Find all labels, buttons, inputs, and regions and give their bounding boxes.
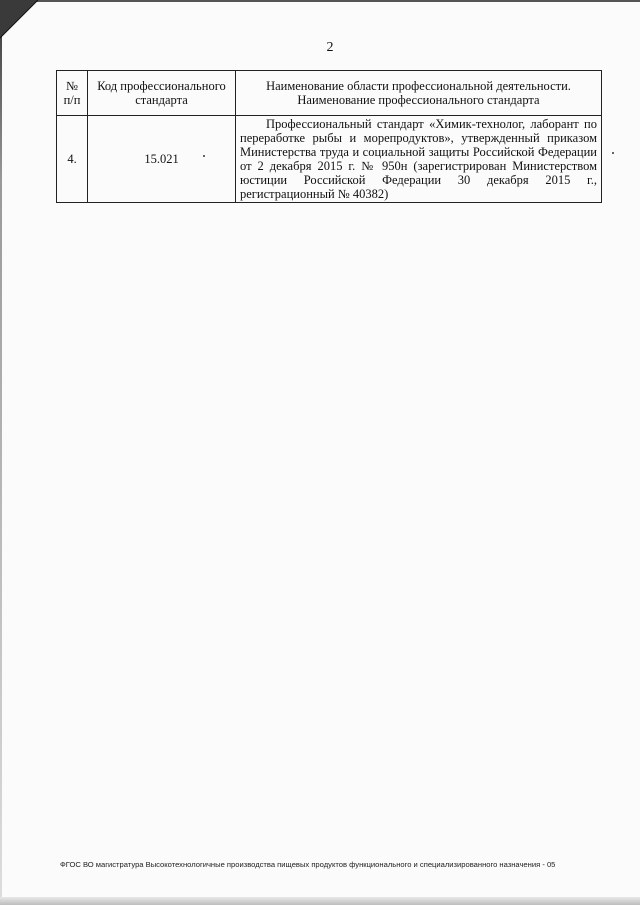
corner-fold-shape xyxy=(0,0,40,40)
header-num: № п/п xyxy=(57,71,88,116)
row-code: 15.021 xyxy=(88,116,236,203)
page-left-edge xyxy=(0,0,2,905)
page-top-edge xyxy=(0,0,640,2)
table-header-row xyxy=(57,71,602,116)
scan-speck xyxy=(203,155,205,157)
header-name: Наименование области профессиональной деятельности. Наименование профессионального стандарта xyxy=(236,71,602,116)
page-number: 2 xyxy=(326,40,334,55)
header-code: Код профессионального стандарта xyxy=(88,71,236,116)
scan-speck xyxy=(612,152,614,154)
standards-table xyxy=(56,70,602,203)
table-row xyxy=(57,116,602,203)
footer-text: ФГОС ВО магистратура Высокотехнологичные производства пищевых продуктов функционального и специализированного назначения - 05 xyxy=(60,860,556,869)
page-bottom-edge xyxy=(0,897,640,905)
row-num: 4. xyxy=(57,116,88,203)
row-description: Профессиональный стандарт «Химик-технолог, лаборант по переработке рыбы и морепродуктов», утвержденный приказом Министерства труда и социальной защиты Российской Федерации от 2 декабря 2015 г. № 950н (зарегистрирован Министерством юстиции Российской Федерации 30 декабря 2015 г., регистрационный № 40382) xyxy=(236,116,602,203)
